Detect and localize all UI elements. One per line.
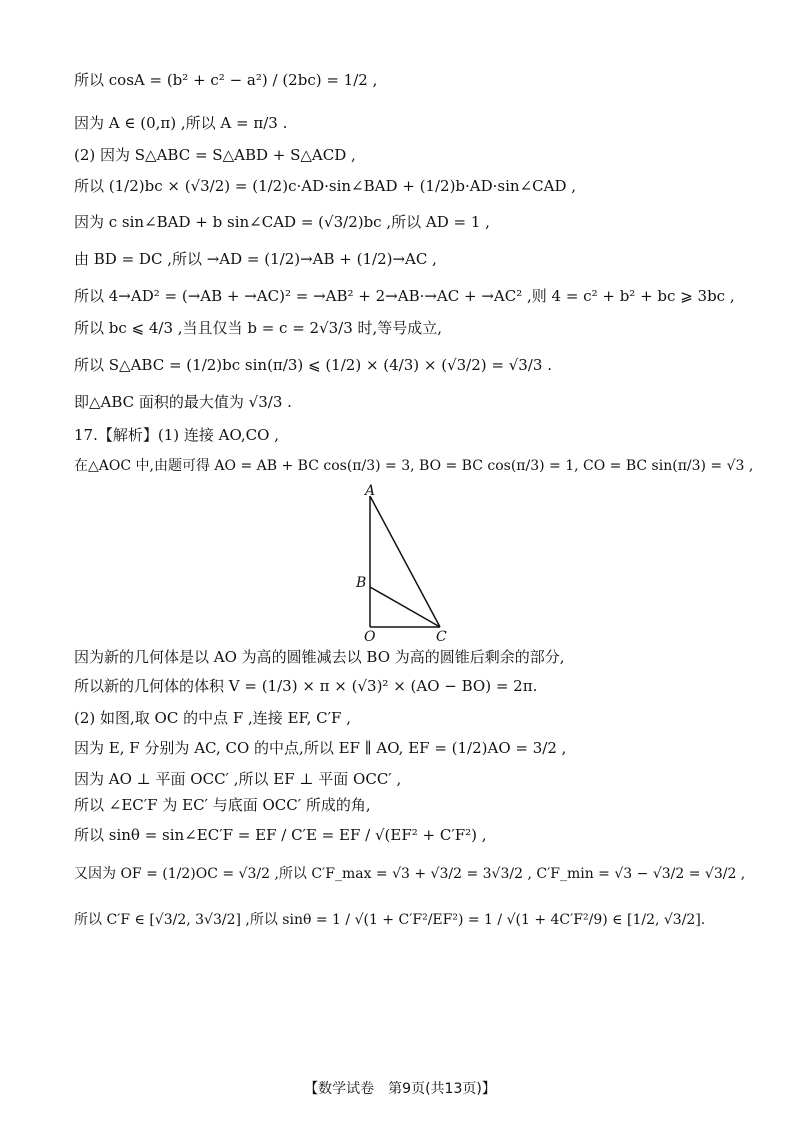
page-footer: 【数学试卷 第9页(共13页)】 [304, 1081, 496, 1097]
text-line: (2) 如图,取 OC 的中点 F ,连接 EF, C′F , [74, 709, 351, 727]
text-line: (2) 因为 S△ABC = S△ABD + S△ACD , [74, 146, 356, 164]
text-line: 所以 S△ABC = (1/2)bc sin(π/3) ⩽ (1/2) × (4/3) × (√3/2) = √3/3 . [74, 356, 552, 374]
text-line: 所以 (1/2)bc × (√3/2) = (1/2)c·AD·sin∠BAD + (1/2)b·AD·sin∠CAD , [74, 177, 577, 195]
text-line: 因为 E, F 分别为 AC, CO 的中点,所以 EF ∥ AO, EF = (1/2)AO = 3/2 , [74, 739, 567, 757]
text-line: 所以 4→AD² = (→AB + →AC)² = →AB² + 2→AB·→AC + →AC² ,则 4 = c² + b² + bc ⩾ 3bc , [74, 287, 735, 305]
text-line: 所以 ∠EC′F 为 EC′ 与底面 OCC′ 所成的角, [74, 796, 371, 814]
text-line: 所以 cosA = (b² + c² − a²) / (2bc) = 1/2 , [74, 71, 378, 89]
text-line: 因为新的几何体是以 AO 为高的圆锥减去以 BO 为高的圆锥后剩余的部分, [74, 648, 565, 666]
text-line: 所以 sinθ = sin∠EC′F = EF / C′E = EF / √(EF² + C′F²) , [74, 826, 487, 844]
text-line: 因为 A ∈ (0,π) ,所以 A = π/3 . [74, 114, 288, 132]
text-line: 因为 AO ⊥ 平面 OCC′ ,所以 EF ⊥ 平面 OCC′ , [74, 770, 402, 788]
text-line: 由 BD = DC ,所以 →AD = (1/2)→AB + (1/2)→AC , [74, 250, 437, 268]
text-line: 因为 c sin∠BAD + b sin∠CAD = (√3/2)bc ,所以 AD = 1 , [74, 213, 490, 231]
text-line: 所以 C′F ∈ [√3/2, 3√3/2] ,所以 sinθ = 1 / √(1 + C′F²/EF²) = 1 / √(1 + 4C′F²/9) ∈ [1/2, √3/2]. [74, 912, 706, 928]
label-c: C [436, 629, 447, 644]
triangle-figure [340, 484, 460, 644]
text-line: 又因为 OF = (1/2)OC = √3/2 ,所以 C′F_max = √3 + √3/2 = 3√3/2 , C′F_min = √3 − √3/2 = √3/2 , [74, 866, 746, 882]
text-line: 即△ABC 面积的最大值为 √3/3 . [74, 393, 292, 411]
label-o: O [364, 629, 376, 644]
label-b: B [356, 575, 367, 591]
text-line: 17.【解析】(1) 连接 AO,CO , [74, 426, 279, 444]
text-line: 在△AOC 中,由题可得 AO = AB + BC cos(π/3) = 3, BO = BC cos(π/3) = 1, CO = BC sin(π/3) = √3 , [74, 458, 754, 474]
label-a: A [365, 484, 376, 499]
text-line: 所以新的几何体的体积 V = (1/3) × π × (√3)² × (AO − BO) = 2π. [74, 677, 538, 695]
text-line: 所以 bc ⩽ 4/3 ,当且仅当 b = c = 2√3/3 时,等号成立, [74, 319, 443, 337]
